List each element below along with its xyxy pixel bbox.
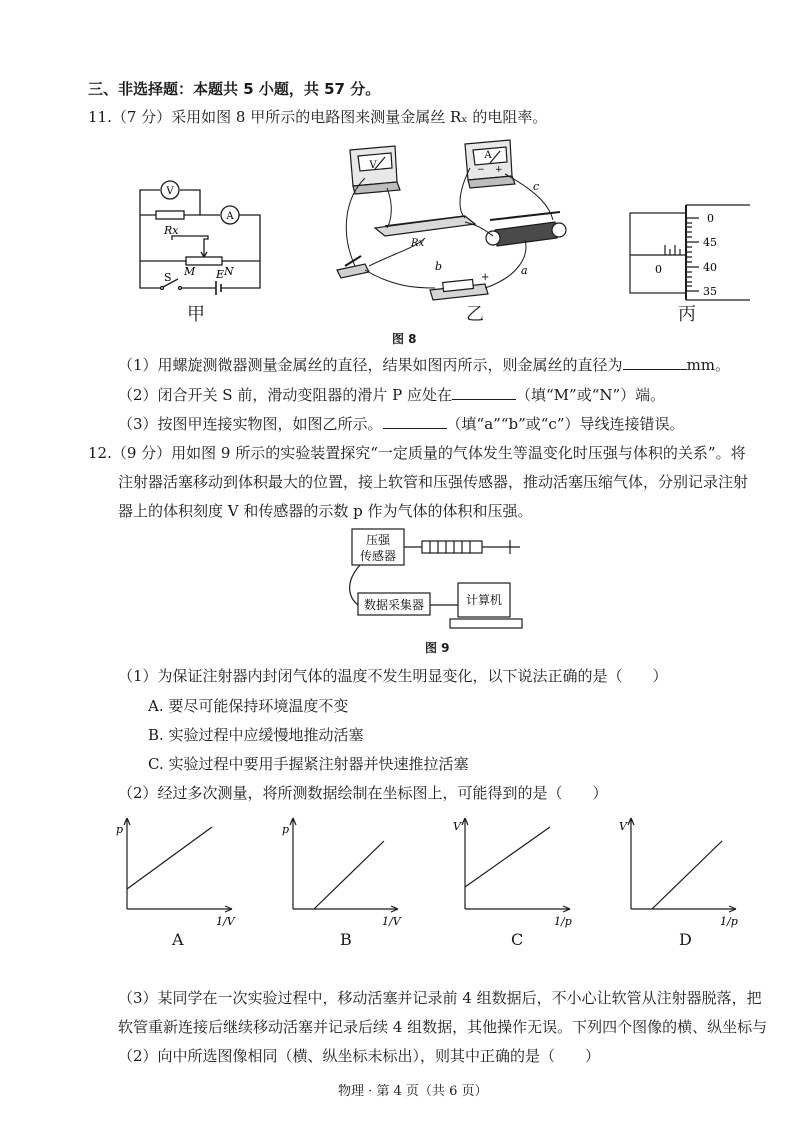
rheostat bbox=[186, 257, 222, 265]
computer-keyboard bbox=[450, 619, 522, 628]
q12-part-1-question: （1）为保证注射器内封闭气体的温度不发生明显变化，以下说法正确的是（ ） bbox=[118, 667, 668, 685]
wire-b-label: b bbox=[435, 260, 443, 273]
m-label: M bbox=[184, 265, 196, 278]
q12-part-3-line-3: （2）向中所选图像相同（横、纵坐标未标出），则其中正确的是（ ） bbox=[118, 1047, 601, 1065]
q11-stem: 11.（7 分）采用如图 8 甲所示的电路图来测量金属丝 Rₓ 的电阻率。 bbox=[88, 108, 548, 126]
device-rx-label: Rx bbox=[411, 238, 425, 249]
graph-d-line bbox=[652, 841, 722, 909]
figure-9-caption: 图 9 bbox=[425, 641, 450, 655]
graph-c-line bbox=[465, 827, 550, 887]
circuit-diagram bbox=[120, 178, 270, 306]
q12-part-2-question: （2）经过多次测量，将所测数据绘制在坐标图上，可能得到的是（ ） bbox=[118, 784, 608, 802]
wire-c-label: c bbox=[533, 180, 540, 193]
n-label: N bbox=[224, 265, 234, 278]
q12-part-3-line-1: （3）某同学在一次实验过程中，移动活塞并记录前 4 组数据后，不小心让软管从注射器脱落，把 bbox=[118, 989, 762, 1007]
thimble-tick-0: 0 bbox=[707, 212, 714, 225]
graph-a-letter: A bbox=[172, 930, 184, 949]
graph-c bbox=[450, 813, 580, 931]
graph-c-xlabel: 1/p bbox=[554, 915, 572, 928]
graph-d-ylabel: V bbox=[619, 820, 627, 833]
figure-8-caption: 图 8 bbox=[392, 332, 417, 346]
sensor-label-1: 压强 bbox=[365, 533, 391, 547]
apparatus-figure-9 bbox=[350, 527, 530, 635]
switch-label: S bbox=[164, 271, 172, 284]
graph-d bbox=[616, 813, 746, 931]
device-a-label: A bbox=[484, 150, 492, 161]
graph-b-letter: B bbox=[340, 930, 352, 949]
device-minus-label: − bbox=[477, 165, 485, 175]
q12-stem-line-3: 器上的体积刻度 V 和传感器的示数 p 作为气体的体积和压强。 bbox=[118, 502, 533, 520]
apparatus-label: 乙 bbox=[466, 304, 484, 325]
graph-b-line bbox=[314, 841, 384, 909]
answer-blank-2[interactable] bbox=[452, 385, 516, 400]
device-plus-label: + bbox=[495, 165, 503, 175]
graph-b bbox=[278, 813, 408, 931]
battery-label: E bbox=[216, 268, 225, 281]
q11-part-3: （3）按图甲连接实物图，如图乙所示。 （填“a”“b”或“c”）导线连接错误。 bbox=[118, 415, 685, 433]
micrometer-label: 丙 bbox=[678, 304, 696, 325]
thimble-tick-40: 40 bbox=[703, 261, 717, 274]
option-a: A. 要尽可能保持环境温度不变 bbox=[148, 697, 349, 715]
graph-c-letter: C bbox=[511, 930, 524, 949]
thimble-tick-35: 35 bbox=[703, 285, 717, 298]
battery-plus-label: + bbox=[481, 272, 490, 283]
graph-d-xlabel: 1/p bbox=[720, 915, 738, 928]
micrometer-reading bbox=[625, 205, 755, 300]
rx-label: Rx bbox=[164, 224, 179, 237]
voltmeter-label: V bbox=[166, 186, 174, 197]
apparatus-drawing bbox=[325, 138, 580, 303]
q12-stem-line-1: 12.（9 分）用如图 9 所示的实验装置探究“一定质量的气体发生等温变化时压强与体积的关系”。将 bbox=[88, 444, 746, 462]
answer-blank-1[interactable] bbox=[623, 355, 687, 370]
graph-b-ylabel: p bbox=[282, 823, 290, 836]
thimble-tick-45: 45 bbox=[703, 236, 717, 249]
page-footer: 物理 · 第 4 页（共 6 页） bbox=[338, 1084, 488, 1099]
device-v-label: V bbox=[369, 160, 377, 171]
ammeter-device bbox=[465, 140, 515, 188]
q12-stem-line-2: 注射器活塞移动到体积最大的位置，接上软管和压强传感器，推动活塞压缩气体，分别记录注射 bbox=[118, 473, 749, 491]
ammeter-label: A bbox=[226, 211, 234, 222]
computer-label: 计算机 bbox=[465, 593, 503, 607]
graph-a-line bbox=[127, 827, 212, 889]
graph-a-ylabel: p bbox=[116, 823, 124, 836]
circuit-label: 甲 bbox=[187, 304, 205, 325]
section-title: 三、非选择题：本题共 5 小题，共 57 分。 bbox=[88, 80, 381, 98]
sleeve-zero-label: 0 bbox=[655, 263, 662, 276]
collector-label: 数据采集器 bbox=[363, 598, 425, 612]
q12-part-3-line-2: 软管重新连接后继续移动活塞并记录后续 4 组数据，其他操作无误。下列四个图像的横、纵坐标与 bbox=[118, 1018, 768, 1036]
graph-a-xlabel: 1/V bbox=[216, 915, 235, 928]
q11-part-1: （1）用螺旋测微器测量金属丝的直径，结果如图丙所示，则金属丝的直径为 mm。 bbox=[118, 356, 731, 374]
option-b: B. 实验过程中应缓慢地推动活塞 bbox=[148, 726, 364, 744]
graph-b-xlabel: 1/V bbox=[382, 915, 401, 928]
sensor-label-2: 传感器 bbox=[359, 549, 397, 563]
answer-blank-3[interactable] bbox=[383, 414, 447, 429]
graph-d-letter: D bbox=[679, 930, 692, 949]
q11-part-2: （2）闭合开关 S 前，滑动变阻器的滑片 P 应处在 （填“M”或“N”）端。 bbox=[118, 386, 666, 404]
wire-a-label: a bbox=[521, 264, 528, 277]
option-c: C. 实验过程中要用手握紧注射器并快速推拉活塞 bbox=[148, 755, 469, 773]
resistor-rx bbox=[156, 211, 184, 219]
graph-a bbox=[112, 813, 242, 931]
graph-c-ylabel: V bbox=[453, 820, 461, 833]
